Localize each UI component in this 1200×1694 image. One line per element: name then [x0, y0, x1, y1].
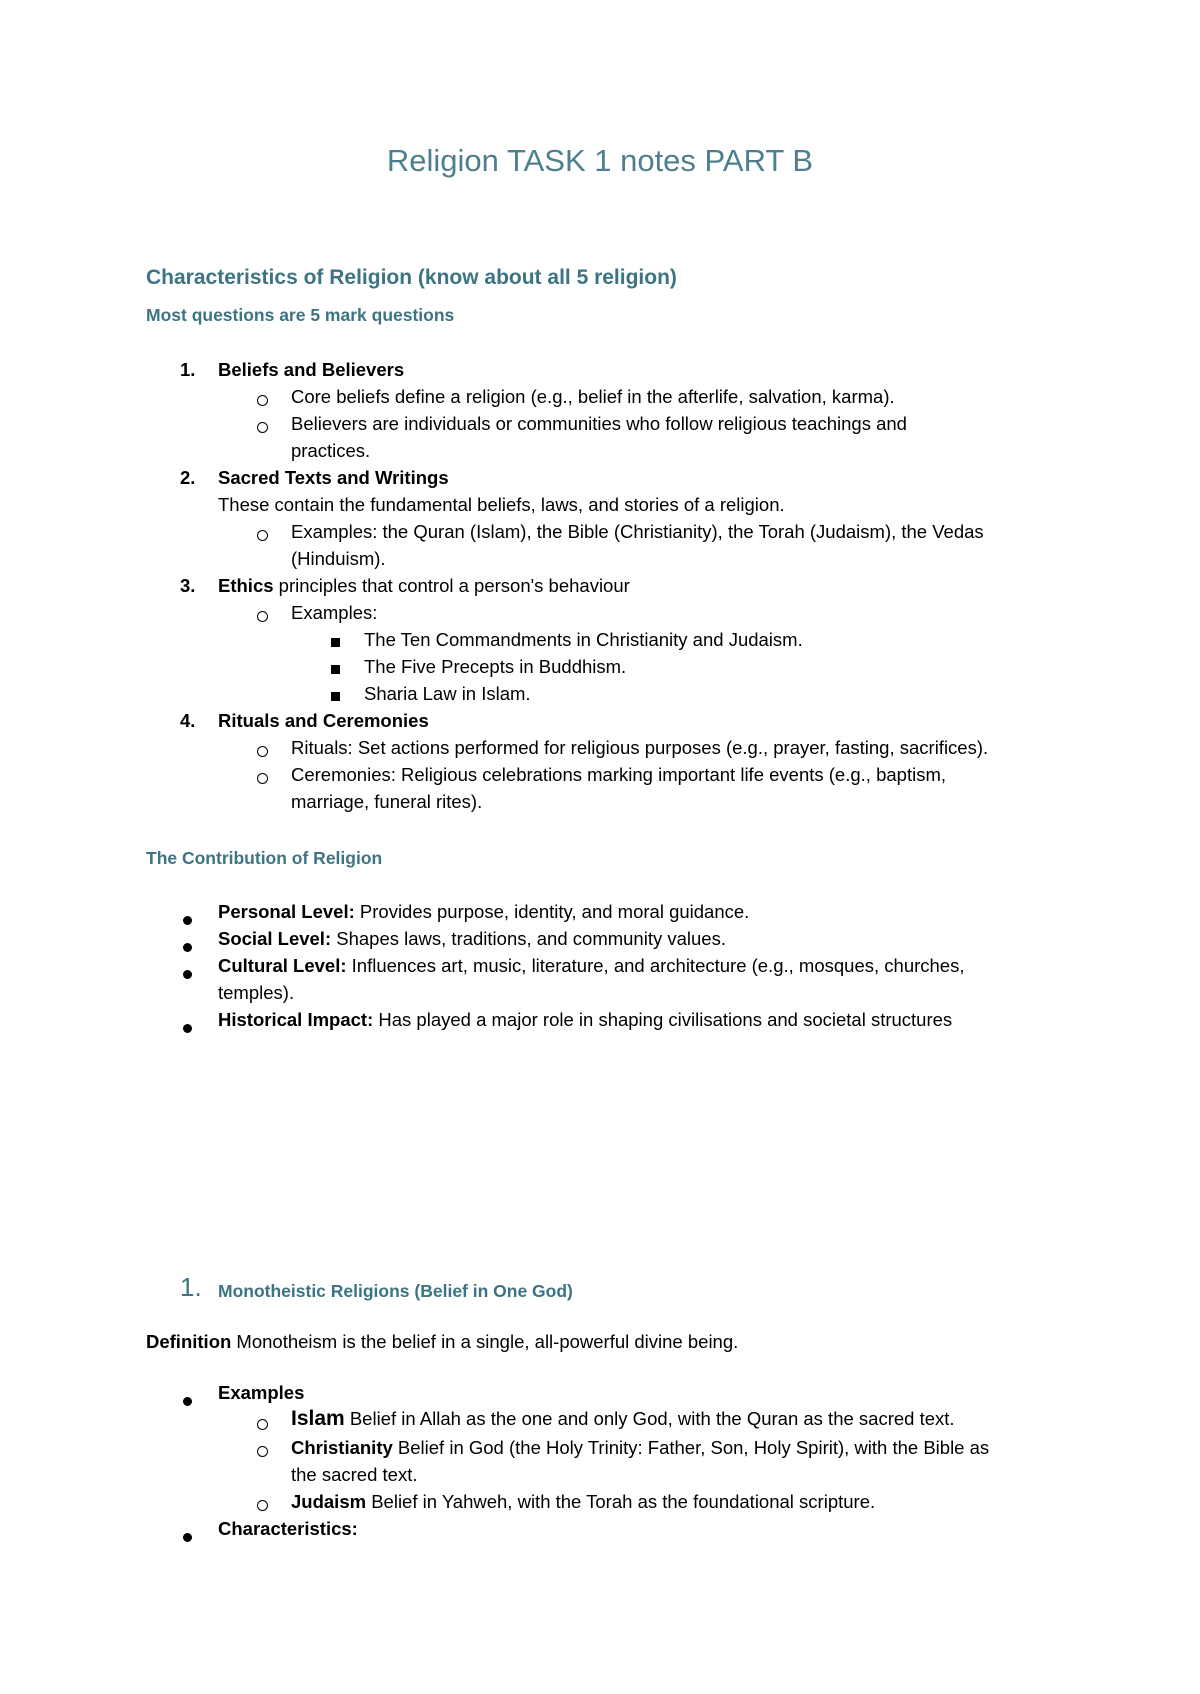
item-title-ethics: Ethics principles that control a person's behaviour: [218, 575, 630, 596]
bullet-icon: [183, 943, 192, 952]
section-heading-monotheistic: Monotheistic Religions (Belief in One God): [218, 1281, 573, 1301]
hollow-bullet-icon: [257, 1446, 268, 1457]
list-item: Core beliefs define a religion (e.g., belief in the afterlife, salvation, karma).: [291, 386, 895, 407]
item-title-rituals: Rituals and Ceremonies: [218, 710, 429, 731]
hollow-bullet-icon: [257, 773, 268, 784]
list-item: Sharia Law in Islam.: [364, 683, 531, 704]
section-subheading-questions: Most questions are 5 mark questions: [146, 305, 455, 325]
definition-text: Definition Monotheism is the belief in a single, all-powerful divine being.: [146, 1331, 739, 1352]
bullet-icon: [183, 1024, 192, 1033]
list-item: Believers are individuals or communities who follow religious teachings and: [291, 413, 907, 434]
hollow-bullet-icon: [257, 1419, 268, 1430]
square-bullet-icon: [331, 665, 340, 674]
square-bullet-icon: [331, 692, 340, 701]
list-item: Historical Impact: Has played a major role in shaping civilisations and societal structures: [218, 1009, 953, 1030]
bullet-icon: [183, 970, 192, 979]
hollow-bullet-icon: [257, 746, 268, 757]
item-title-beliefs: Beliefs and Believers: [218, 359, 405, 380]
list-number-1: 1.: [180, 359, 196, 380]
list-item: The Ten Commandments in Christianity and Judaism.: [364, 629, 803, 650]
hollow-bullet-icon: [257, 1500, 268, 1511]
item-intro: These contain the fundamental beliefs, laws, and stories of a religion.: [218, 494, 785, 515]
section-heading-characteristics: Characteristics of Religion (know about all 5 religion): [146, 266, 677, 289]
bullet-icon: [183, 1397, 192, 1406]
hollow-bullet-icon: [257, 530, 268, 541]
section-heading-contribution: The Contribution of Religion: [146, 848, 383, 868]
hollow-bullet-icon: [257, 422, 268, 433]
list-item: Judaism Belief in Yahweh, with the Torah as the foundational scripture.: [291, 1491, 876, 1512]
list-item: temples).: [218, 982, 295, 1003]
hollow-bullet-icon: [257, 395, 268, 406]
item-title-sacred-texts: Sacred Texts and Writings: [218, 467, 449, 488]
page-title: Religion TASK 1 notes PART B: [386, 143, 814, 178]
list-item: Ceremonies: Religious celebrations marking important life events (e.g., baptism,: [291, 764, 946, 785]
list-item: marriage, funeral rites).: [291, 791, 483, 812]
list-item: Islam Belief in Allah as the one and only God, with the Quran as the sacred text.: [291, 1407, 955, 1430]
list-item-examples: Examples: [218, 1382, 305, 1403]
list-item: Social Level: Shapes laws, traditions, and community values.: [218, 928, 726, 949]
list-item: Examples:: [291, 602, 378, 623]
bullet-icon: [183, 1533, 192, 1542]
list-number-2: 2.: [180, 467, 196, 488]
list-item: (Hinduism).: [291, 548, 386, 569]
list-item: The Five Precepts in Buddhism.: [364, 656, 627, 677]
list-item: practices.: [291, 440, 371, 461]
section-number: 1.: [180, 1272, 202, 1302]
list-number-3: 3.: [180, 575, 196, 596]
list-item: Rituals: Set actions performed for religious purposes (e.g., prayer, fasting, sacrifices).: [291, 737, 989, 758]
list-item: Cultural Level: Influences art, music, literature, and architecture (e.g., mosques, churches,: [218, 955, 965, 976]
list-item-characteristics: Characteristics:: [218, 1518, 358, 1539]
list-item: Examples: the Quran (Islam), the Bible (Christianity), the Torah (Judaism), the Vedas: [291, 521, 984, 542]
list-item: the sacred text.: [291, 1464, 418, 1485]
square-bullet-icon: [331, 638, 340, 647]
hollow-bullet-icon: [257, 611, 268, 622]
list-number-4: 4.: [180, 710, 196, 731]
bullet-icon: [183, 916, 192, 925]
list-item: Personal Level: Provides purpose, identity, and moral guidance.: [218, 901, 750, 922]
list-item: Christianity Belief in God (the Holy Trinity: Father, Son, Holy Spirit), with the Bible as: [291, 1437, 990, 1458]
